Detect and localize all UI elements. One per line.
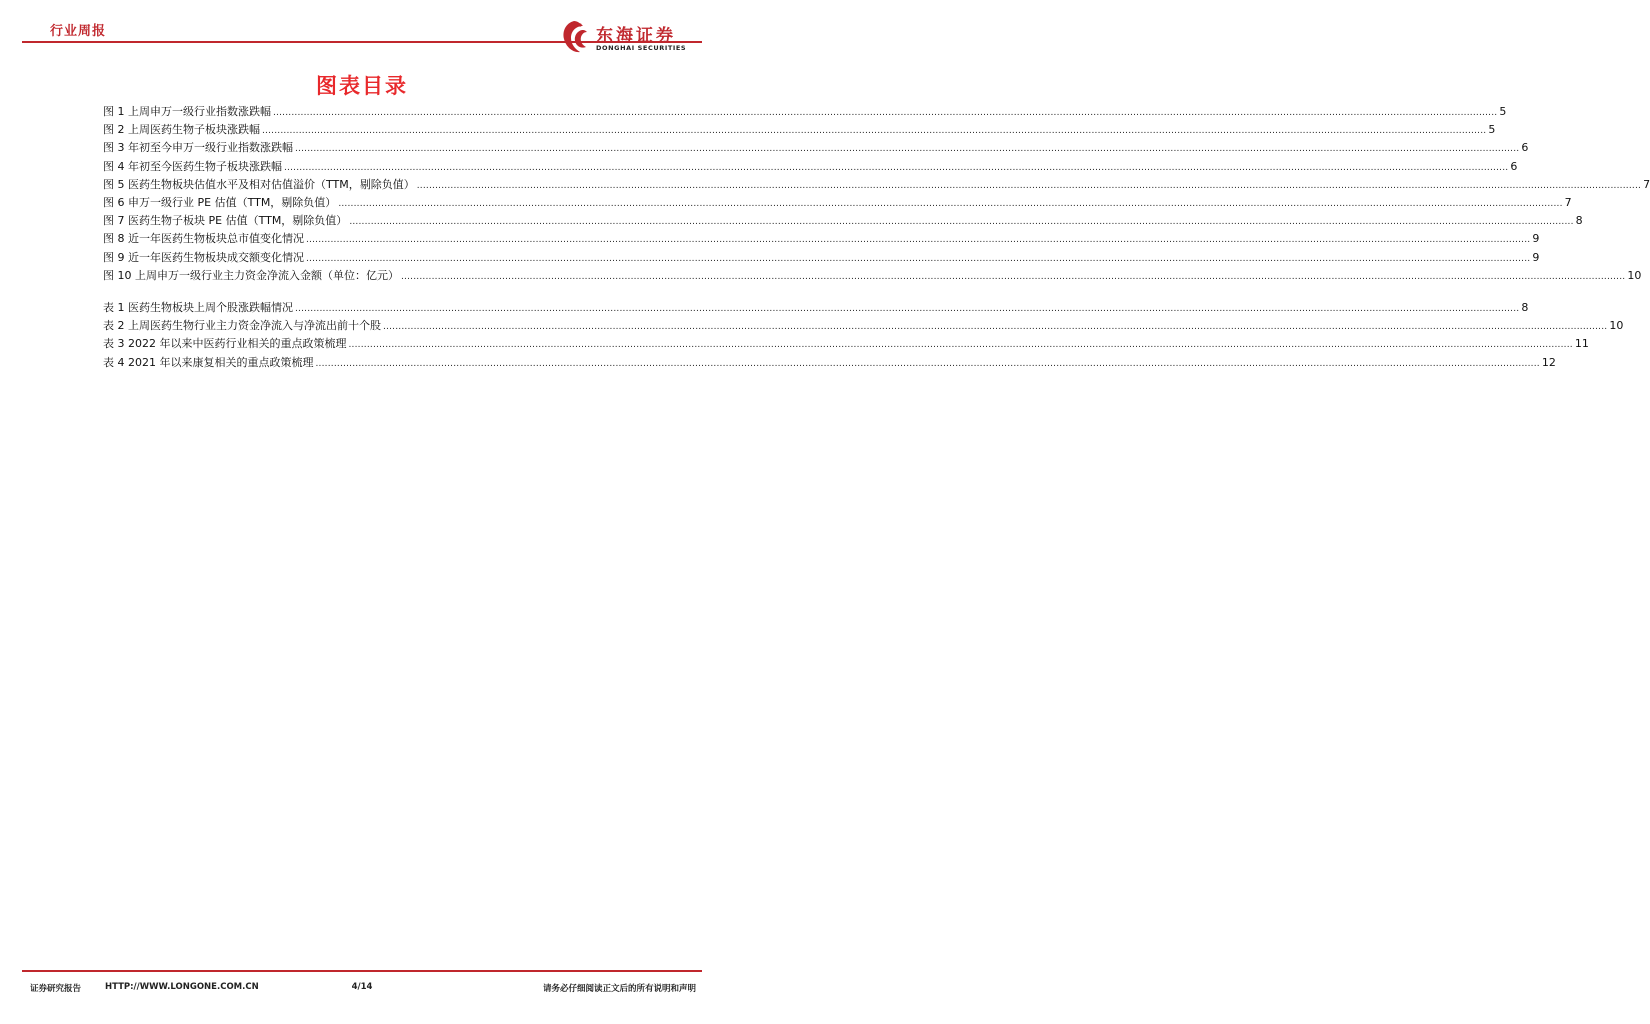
table-toc-entry-page-number: 11 <box>1574 337 1589 351</box>
dot-leader: ................................................................................................................................................................................................................................................................................................................................................................................................................ <box>338 198 1563 209</box>
figure-toc-entry-page-number: 5 <box>1488 123 1496 137</box>
dot-leader: ................................................................................................................................................................................................................................................................................................................................................................................................................ <box>273 108 1498 118</box>
dot-leader: ................................................................................................................................................................................................................................................................................................................................................................................................................ <box>315 358 1540 369</box>
figure-toc-entry[interactable] <box>103 158 1518 176</box>
figure-toc-entry[interactable] <box>103 139 1529 157</box>
figure-toc-entry-label: 图 5 医药生物板块估值水平及相对估值溢价（TTM，剔除负值） <box>103 177 415 191</box>
dot-leader: ................................................................................................................................................................................................................................................................................................................................................................................................................ <box>349 217 1574 228</box>
table-toc-entry-page-number: 10 <box>1609 319 1624 333</box>
figure-toc-entry-page-number: 7 <box>1564 195 1572 209</box>
figure-toc-entry-label: 图 4 年初至今医药生物子板块涨跌幅 <box>103 159 282 173</box>
figure-toc-entry-label: 图 1 上周申万一级行业指数涨跌幅 <box>103 105 271 118</box>
figure-list <box>103 103 1650 285</box>
dot-leader: ................................................................................................................................................................................................................................................................................................................................................................................................................ <box>348 340 1573 351</box>
figure-toc-entry-page-number: 7 <box>1643 177 1650 191</box>
page-header <box>0 0 724 50</box>
figure-toc-entry-label: 图 2 上周医药生物子板块涨跌幅 <box>103 123 260 137</box>
figure-toc-entry[interactable] <box>103 267 1642 285</box>
dot-leader: ................................................................................................................................................................................................................................................................................................................................................................................................................ <box>306 253 1531 264</box>
figure-toc-entry-page-number: 8 <box>1575 214 1583 228</box>
dot-leader: ................................................................................................................................................................................................................................................................................................................................................................................................................ <box>295 304 1520 314</box>
figure-toc-entry[interactable] <box>103 176 1650 194</box>
footer-website-link[interactable]: HTTP://WWW.LONGONE.COM.CN <box>105 982 259 992</box>
company-logo <box>558 18 708 62</box>
table-toc-entry[interactable] <box>103 335 1589 353</box>
figure-toc-entry-page-number: 9 <box>1532 250 1540 264</box>
footer-disclaimer: 请务必仔细阅读正文后的所有说明和声明 <box>542 984 696 994</box>
page-footer <box>0 968 724 1008</box>
figure-toc-entry-page-number: 10 <box>1627 268 1642 282</box>
figure-toc-entry[interactable] <box>103 194 1572 212</box>
figure-toc-entry[interactable] <box>103 103 1507 121</box>
toc-title: 图表目录 <box>316 74 408 98</box>
table-toc-entry[interactable] <box>103 354 1556 372</box>
table-toc-entry-label: 表 4 2021 年以来康复相关的重点政策梳理 <box>103 355 314 369</box>
table-toc-entry-label: 表 2 上周医药生物行业主力资金净流入与净流出前十个股 <box>103 319 381 333</box>
figure-toc-entry-page-number: 9 <box>1532 232 1540 246</box>
footer-report-label: 证券研究报告 <box>30 984 82 994</box>
logo-chinese-name: 东海证券 <box>596 26 676 46</box>
dragon-logo-icon <box>558 18 590 58</box>
figure-toc-entry-label: 图 9 近一年医药生物板块成交额变化情况 <box>103 250 304 264</box>
figure-toc-entry-page-number: 6 <box>1510 159 1518 173</box>
figure-toc-entry[interactable] <box>103 121 1496 139</box>
figure-toc-entry-label: 图 7 医药生物子板块 PE 估值（TTM，剔除负值） <box>103 214 348 228</box>
figure-toc-entry[interactable] <box>103 230 1540 248</box>
figure-toc-entry-label: 图 10 上周申万一级行业主力资金净流入金额（单位：亿元） <box>103 268 399 282</box>
table-toc-entry-label: 表 1 医药生物板块上周个股涨跌幅情况 <box>103 301 293 314</box>
logo-english-name: DONGHAI SECURITIES <box>596 44 687 52</box>
figure-toc-entry-label: 图 3 年初至今申万一级行业指数涨跌幅 <box>103 141 293 155</box>
report-type-label: 行业周报 <box>50 24 107 39</box>
dot-leader: ................................................................................................................................................................................................................................................................................................................................................................................................................ <box>284 162 1509 173</box>
figure-toc-entry-label: 图 6 申万一级行业 PE 估值（TTM，剔除负值） <box>103 195 337 209</box>
table-toc-entry-page-number: 12 <box>1541 355 1556 369</box>
dot-leader: ................................................................................................................................................................................................................................................................................................................................................................................................................ <box>295 144 1520 155</box>
table-toc-entry-page-number: 8 <box>1521 301 1529 314</box>
figure-toc-entry-page-number: 5 <box>1499 105 1507 118</box>
dot-leader: ................................................................................................................................................................................................................................................................................................................................................................................................................ <box>401 271 1626 282</box>
page-number: 4/14 <box>351 982 373 992</box>
footer-divider <box>22 970 702 972</box>
dot-leader: ................................................................................................................................................................................................................................................................................................................................................................................................................ <box>383 322 1608 333</box>
table-toc-entry-label: 表 3 2022 年以来中医药行业相关的重点政策梳理 <box>103 337 347 351</box>
dot-leader: ................................................................................................................................................................................................................................................................................................................................................................................................................ <box>306 235 1531 246</box>
figure-toc-entry-label: 图 8 近一年医药生物板块总市值变化情况 <box>103 232 304 246</box>
table-toc-entry[interactable] <box>103 299 1529 317</box>
table-toc-entry[interactable] <box>103 317 1624 335</box>
figure-toc-entry[interactable] <box>103 249 1540 267</box>
table-list <box>103 299 1624 372</box>
dot-leader: ................................................................................................................................................................................................................................................................................................................................................................................................................ <box>262 126 1487 137</box>
dot-leader: ................................................................................................................................................................................................................................................................................................................................................................................................................ <box>416 180 1642 191</box>
figure-toc-entry-page-number: 6 <box>1521 141 1529 155</box>
figure-toc-entry[interactable] <box>103 212 1583 230</box>
